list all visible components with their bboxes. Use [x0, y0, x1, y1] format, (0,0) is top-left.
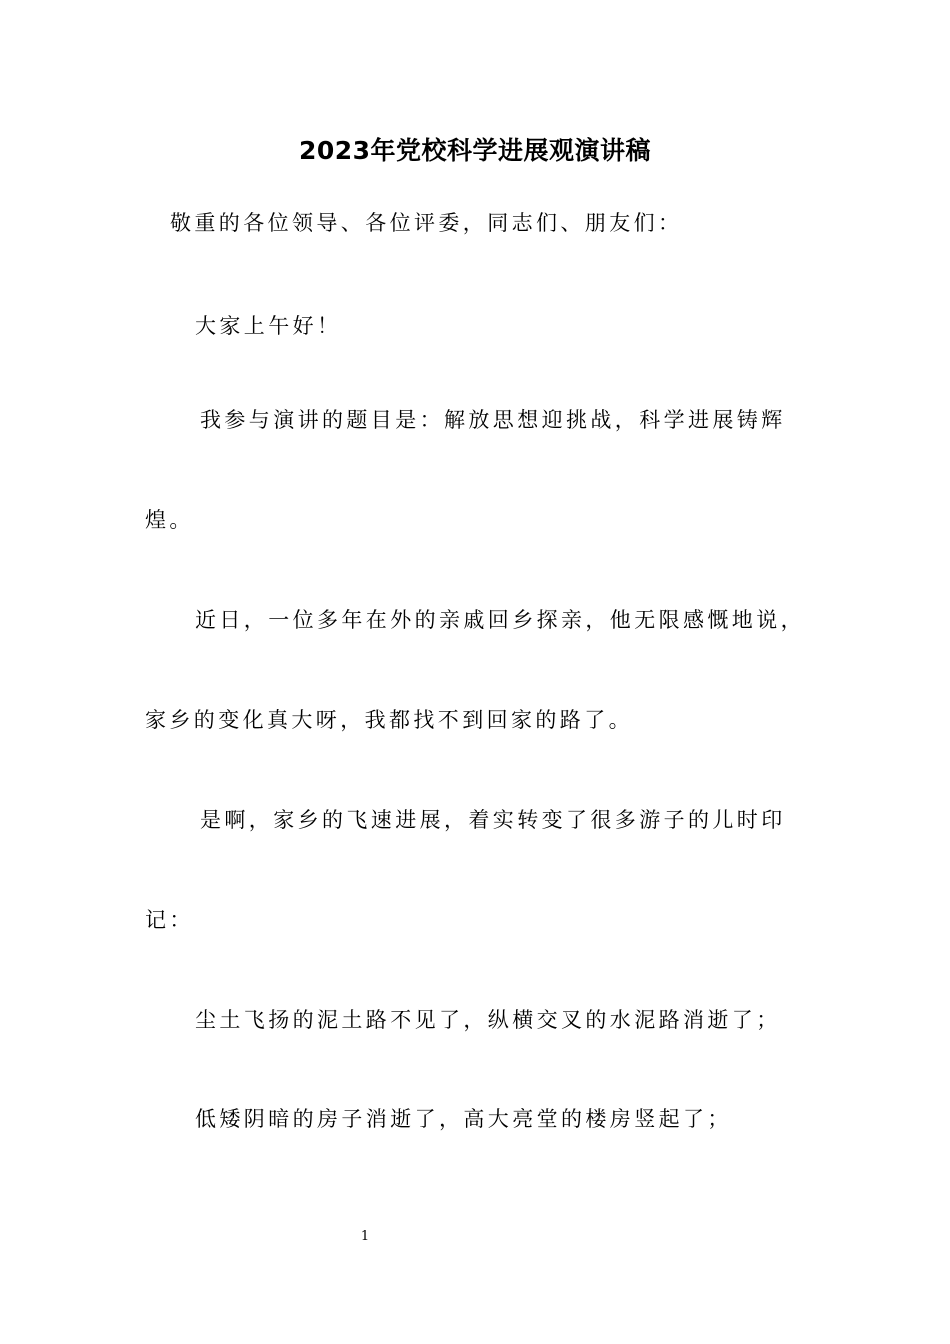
paragraph-line: 记： [145, 908, 194, 932]
salutation-line: 敬重的各位领导、各位评委，同志们、朋友们： [170, 211, 683, 235]
paragraph-line: 煌。 [145, 508, 194, 532]
document-title: 2023年党校科学进展观演讲稿 [298, 136, 652, 165]
paragraph-line: 低矮阴暗的房子消逝了，高大亮堂的楼房竖起了； [195, 1107, 732, 1131]
paragraph-line: 家乡的变化真大呀，我都找不到回家的路了。 [145, 708, 633, 732]
paragraph-line: 近日，一位多年在外的亲戚回乡探亲，他无限感慨地说， [195, 608, 805, 632]
page-number: 1 [360, 1229, 370, 1244]
paragraph-line: 我参与演讲的题目是：解放思想迎挑战，科学进展铸辉 [200, 408, 786, 432]
greeting-line: 大家上午好！ [195, 314, 342, 338]
paragraph-line: 是啊，家乡的飞速进展，着实转变了很多游子的儿时印 [200, 808, 786, 832]
paragraph-line: 尘土飞扬的泥土路不见了，纵横交叉的水泥路消逝了； [195, 1008, 781, 1032]
